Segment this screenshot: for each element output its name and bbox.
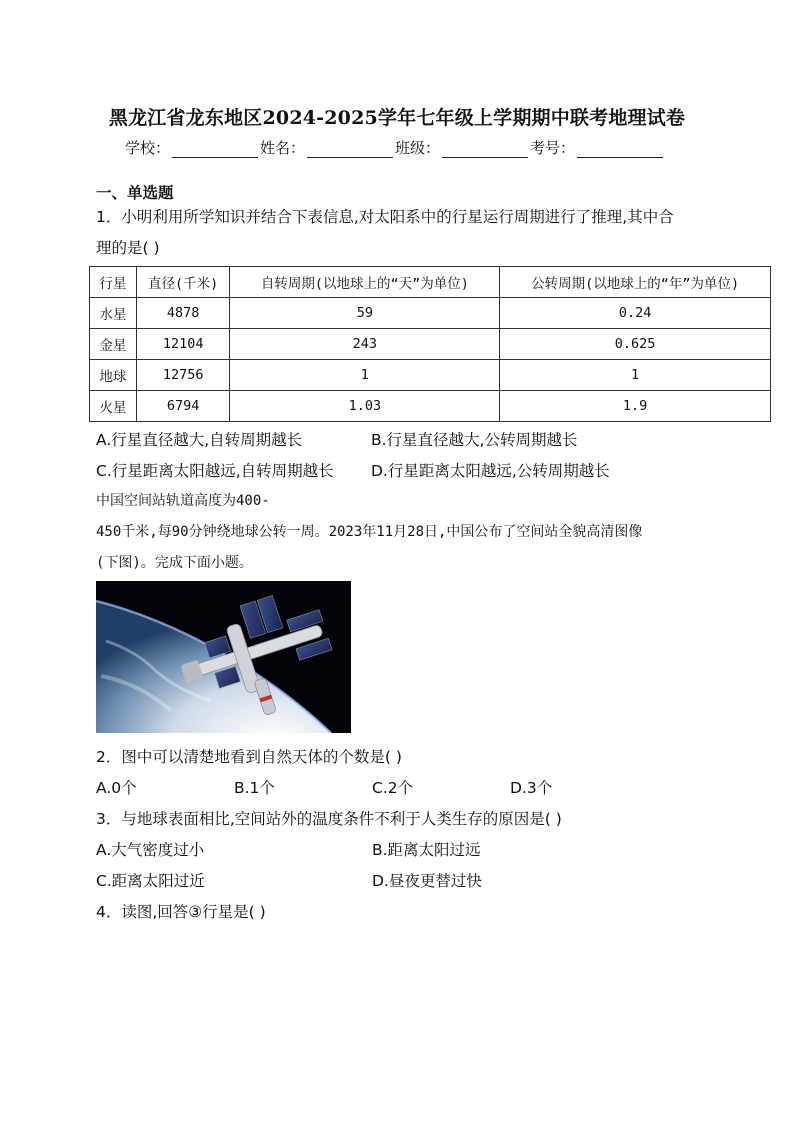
table-cell: 12756 [136, 360, 230, 391]
q2-option-d: D.3个 [510, 779, 553, 797]
name-blank [307, 142, 393, 158]
planet-table [89, 266, 771, 422]
exam-number-label: 考号： [530, 139, 576, 157]
table-cell: 4878 [136, 298, 230, 329]
table-row [90, 298, 771, 329]
q3-option-b: B.距离太阳过远 [372, 841, 481, 859]
q1-option-c: C.行星距离太阳越远,自转周期越长 [96, 462, 334, 480]
school-blank [172, 142, 258, 158]
passage-line1: 中国空间站轨道高度为400- [96, 493, 270, 509]
q1-option-a: A.行星直径越大,自转周期越长 [96, 431, 303, 449]
table-cell: 1.03 [230, 391, 500, 422]
q3-option-a: A.大气密度过小 [96, 841, 205, 859]
passage-line2: 450千米,每90分钟绕地球公转一周。2023年11月28日,中国公布了空间站全貌高清图像 [96, 524, 643, 540]
table-row [90, 360, 771, 391]
table-header-row [90, 267, 771, 298]
table-row [90, 391, 771, 422]
space-station-photo [96, 581, 351, 733]
table-cell: 243 [230, 329, 500, 360]
q3-option-c: C.距离太阳过近 [96, 872, 205, 890]
q2-option-a: A.0个 [96, 779, 137, 797]
section-heading: 一、单选题 [96, 184, 174, 202]
exam-title: 黑龙江省龙东地区2024-2025学年七年级上学期期中联考地理试卷 [108, 107, 686, 129]
table-header-cell: 行星 [90, 267, 137, 298]
table-cell: 0.625 [500, 329, 771, 360]
table-cell: 1 [230, 360, 500, 391]
q2-stem: 2．图中可以清楚地看到自然天体的个数是( ) [96, 748, 402, 766]
class-label: 班级： [395, 139, 441, 157]
table-row [90, 329, 771, 360]
table-cell: 1.9 [500, 391, 771, 422]
table-cell: 金星 [90, 329, 137, 360]
table-cell: 59 [230, 298, 500, 329]
q4-stem: 4．读图,回答③行星是( ) [96, 903, 266, 921]
table-header-cell: 自转周期(以地球上的“天”为单位) [230, 267, 500, 298]
q3-option-d: D.昼夜更替过快 [372, 872, 482, 890]
table-cell: 12104 [136, 329, 230, 360]
table-header-cell: 直径(千米) [136, 267, 230, 298]
q1-option-b: B.行星直径越大,公转周期越长 [371, 431, 578, 449]
class-blank [442, 142, 528, 158]
q2-option-b: B.1个 [234, 779, 275, 797]
exam-number-blank [577, 142, 663, 158]
school-label: 学校： [125, 139, 171, 157]
student-info-row [125, 137, 665, 158]
table-header-cell: 公转周期(以地球上的“年”为单位) [500, 267, 771, 298]
q1-option-d: D.行星距离太阳越远,公转周期越长 [371, 462, 610, 480]
q1-stem-line1: 1．小明利用所学知识并结合下表信息,对太阳系中的行星运行周期进行了推理,其中合 [96, 208, 674, 226]
q2-option-c: C.2个 [372, 779, 414, 797]
table-cell: 0.24 [500, 298, 771, 329]
name-label: 姓名： [260, 139, 306, 157]
table-cell: 地球 [90, 360, 137, 391]
passage-line3: (下图)。完成下面小题。 [96, 555, 253, 571]
table-cell: 水星 [90, 298, 137, 329]
table-cell: 6794 [136, 391, 230, 422]
q3-stem: 3．与地球表面相比,空间站外的温度条件不利于人类生存的原因是( ) [96, 810, 562, 828]
table-cell: 1 [500, 360, 771, 391]
q1-stem-line2: 理的是( ) [96, 239, 160, 257]
table-cell: 火星 [90, 391, 137, 422]
